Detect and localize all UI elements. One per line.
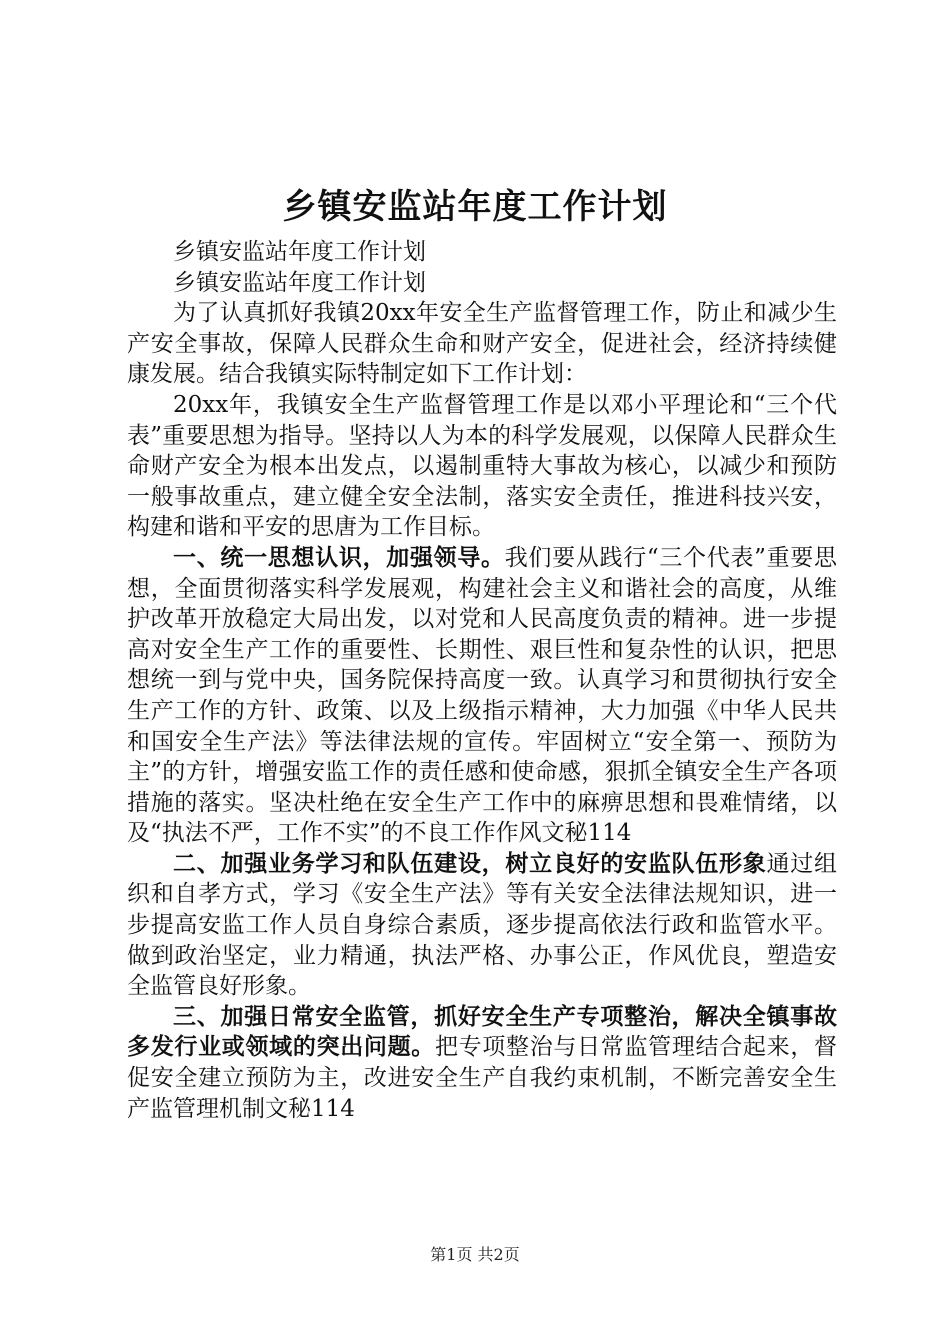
paragraph-text: 把专项整治与日常监管理结合起来，督促安全建立预防为主，改进安全生产自我约束机制，不断完善安全生产监管理机制文秘114 — [127, 1034, 838, 1122]
paragraph-lead: 二、加强业务学习和队伍建设，树立良好的安监队伍形象 — [173, 849, 767, 877]
paragraph-5 — [127, 543, 837, 849]
paragraph-3 — [127, 298, 837, 390]
paragraph-text: 通过组织和自孝方式，学习《安全生产法》等有关安全法律法规知识，进一步提高安监工作人员自身综合素质，逐步提高依法行政和监管水平。做到政治坚定，业力精通，执法严格、办事公正，作风优良，塑造安全监管良好形象。 — [127, 850, 838, 1000]
paragraph-text: 为了认真抓好我镇20xx年安全生产监督管理工作，防止和减少生产安全事故，保障人民群众生命和财产安全，促进社会，经济持续健康发展。结合我镇实际特制定如下工作计划： — [127, 300, 837, 388]
document-title: 乡镇安监站年度工作计划 — [282, 187, 668, 227]
paragraph-text: 乡镇安监站年度工作计划 — [173, 239, 426, 265]
paragraph-lead: 三、加强日常安全监管，抓好安全生产专项整治，解决全镇事故多发行业或领域的突出问题。 — [127, 1002, 837, 1061]
paragraph-text: 20xx年，我镇安全生产监督管理工作是以邓小平理论和“三个代表”重要思想为指导。坚持以人为本的科学发展观，以保障人民群众生命财产安全为根本出发点，以遏制重特大事故为核心，以减少和预防一般事故重点，建立健全安全法制，落实安全责任，推进科技兴安，构建和谐和平安的思唐为工作目标。 — [127, 391, 837, 541]
paragraph-4 — [127, 390, 837, 543]
paragraph-text: 我们要从践行“三个代表”重要思想，全面贯彻落实科学发展观，构建社会主义和谐社会的高度，从维护改革开放稳定大局出发，以对党和人民高度负责的精神。进一步提高对安全生产工作的重要性、长期性、艰巨性和复杂性的认识，把思想统一到与党中央，国务院保持高度一致。认真学习和贯彻执行安全生产工作的方针、政策、以及上级指示精神，大力加强《中华人民共和国安全生产法》等法律法规的宣传。牢固树立“安全第一、预防为主”的方针，增强安监工作的责任感和使命感，狠抓全镇安全生产各项措施的落实。坚决杜绝在安全生产工作中的麻痹思想和畏难情绪，以及“执法不严，工作不实”的不良工作作风文秘114 — [127, 544, 837, 847]
paragraph-text: 乡镇安监站年度工作计划 — [173, 269, 426, 296]
paragraph-2 — [127, 268, 837, 299]
paragraph-1 — [127, 237, 837, 268]
paragraph-6 — [127, 849, 837, 1002]
paragraph-lead: 一、统一思想认识，加强领导。 — [173, 543, 505, 571]
page-footer: 第1页 共2页 — [430, 1245, 520, 1264]
paragraph-7 — [127, 1002, 837, 1124]
document-body — [127, 237, 837, 1124]
